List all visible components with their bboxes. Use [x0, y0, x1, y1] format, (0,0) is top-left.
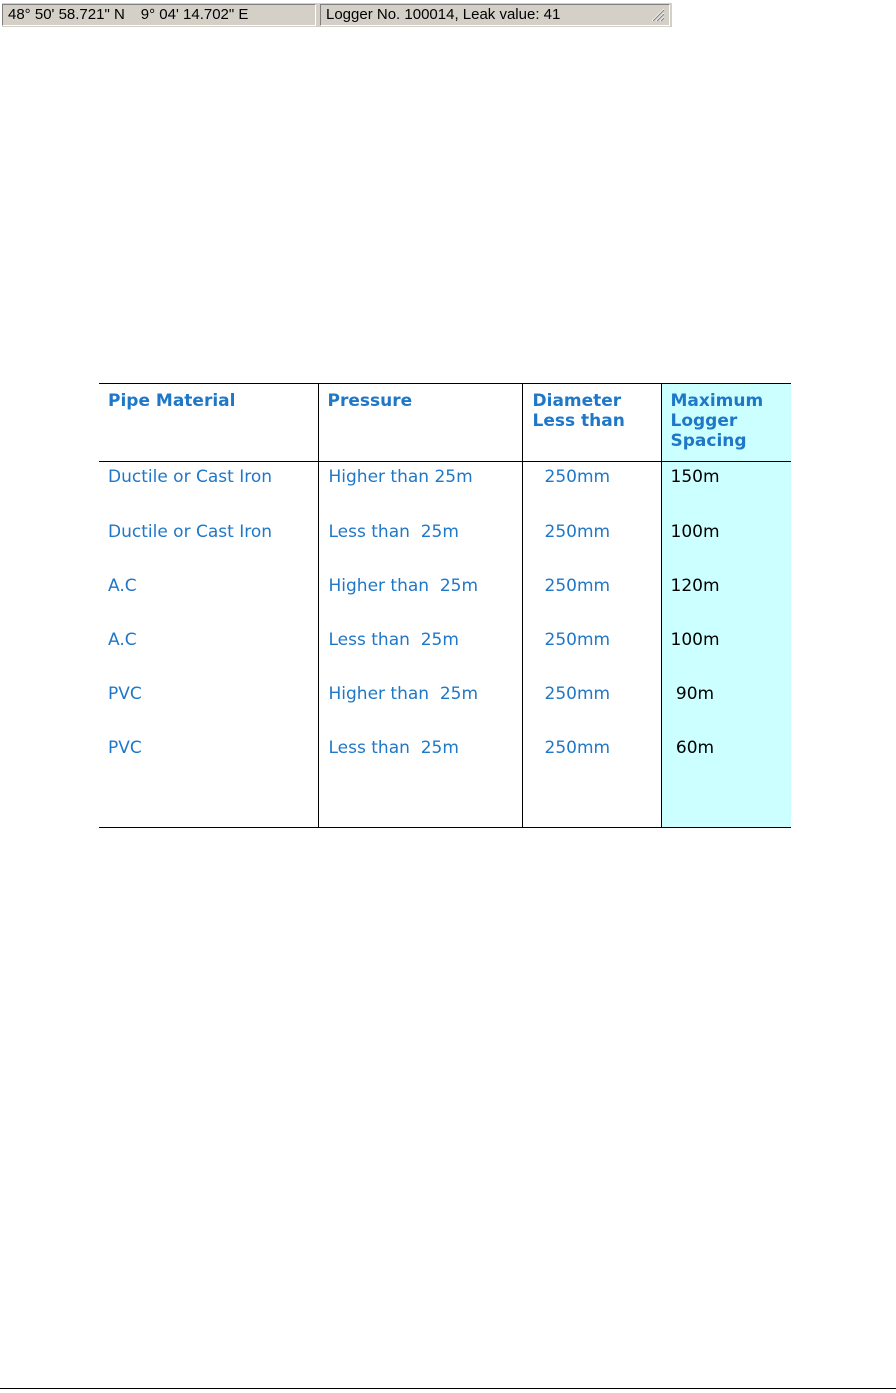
table-row: [99, 462, 791, 516]
header-spacing-line3: Spacing: [670, 431, 747, 451]
cell-spacing: 60m: [661, 732, 791, 828]
header-max-spacing: [661, 384, 791, 462]
cell-spacing: 100m: [661, 516, 791, 570]
header-pipe-material: [99, 384, 318, 462]
cell-pressure: Higher than 25m: [318, 570, 522, 624]
cell-diameter: 250mm: [522, 678, 661, 732]
cell-material: A.C: [99, 624, 318, 678]
longitude-readout: 9° 04' 14.702" E: [140, 6, 249, 23]
header-pipe-material-label: Pipe Material: [108, 391, 236, 411]
table-row: [99, 678, 791, 732]
header-spacing-line2: Logger: [670, 411, 738, 431]
cell-spacing: 90m: [661, 678, 791, 732]
cell-diameter: 250mm: [522, 570, 661, 624]
cell-diameter: 250mm: [522, 624, 661, 678]
cell-material: Ductile or Cast Iron: [99, 516, 318, 570]
status-bar: [2, 3, 672, 27]
cell-material: PVC: [99, 732, 318, 828]
resize-grip-icon[interactable]: [649, 6, 665, 22]
header-spacing-line1: Maximum: [670, 391, 764, 411]
logger-info-pane: [320, 4, 670, 26]
table-header-row: [99, 384, 791, 462]
cell-spacing: 100m: [661, 624, 791, 678]
header-pressure-label: Pressure: [327, 391, 413, 411]
cell-material: PVC: [99, 678, 318, 732]
table-row: [99, 570, 791, 624]
table-row: [99, 732, 791, 828]
header-pressure: [318, 384, 522, 462]
header-diameter: [522, 384, 661, 462]
logger-spacing-table: [99, 383, 791, 828]
table-row: [99, 516, 791, 570]
cell-pressure: Higher than 25m: [318, 462, 522, 516]
cell-material: Ductile or Cast Iron: [99, 462, 318, 516]
cell-diameter: 250mm: [522, 732, 661, 828]
logger-info-text: Logger No. 100014, Leak value: 41: [326, 6, 561, 23]
cell-spacing: 150m: [661, 462, 791, 516]
cell-material: A.C: [99, 570, 318, 624]
cell-pressure: Higher than 25m: [318, 678, 522, 732]
cell-pressure: Less than 25m: [318, 732, 522, 828]
coordinates-pane: [2, 4, 316, 26]
cell-pressure: Less than 25m: [318, 516, 522, 570]
table-row: [99, 624, 791, 678]
cell-pressure: Less than 25m: [318, 624, 522, 678]
cell-spacing: 120m: [661, 570, 791, 624]
header-diameter-line2: Less than: [532, 411, 625, 431]
cell-diameter: 250mm: [522, 516, 661, 570]
cell-diameter: 250mm: [522, 462, 661, 516]
latitude-readout: 48° 50' 58.721" N: [8, 6, 125, 23]
page-bottom-rule: [0, 1388, 896, 1389]
header-diameter-line1: Diameter: [532, 391, 622, 411]
